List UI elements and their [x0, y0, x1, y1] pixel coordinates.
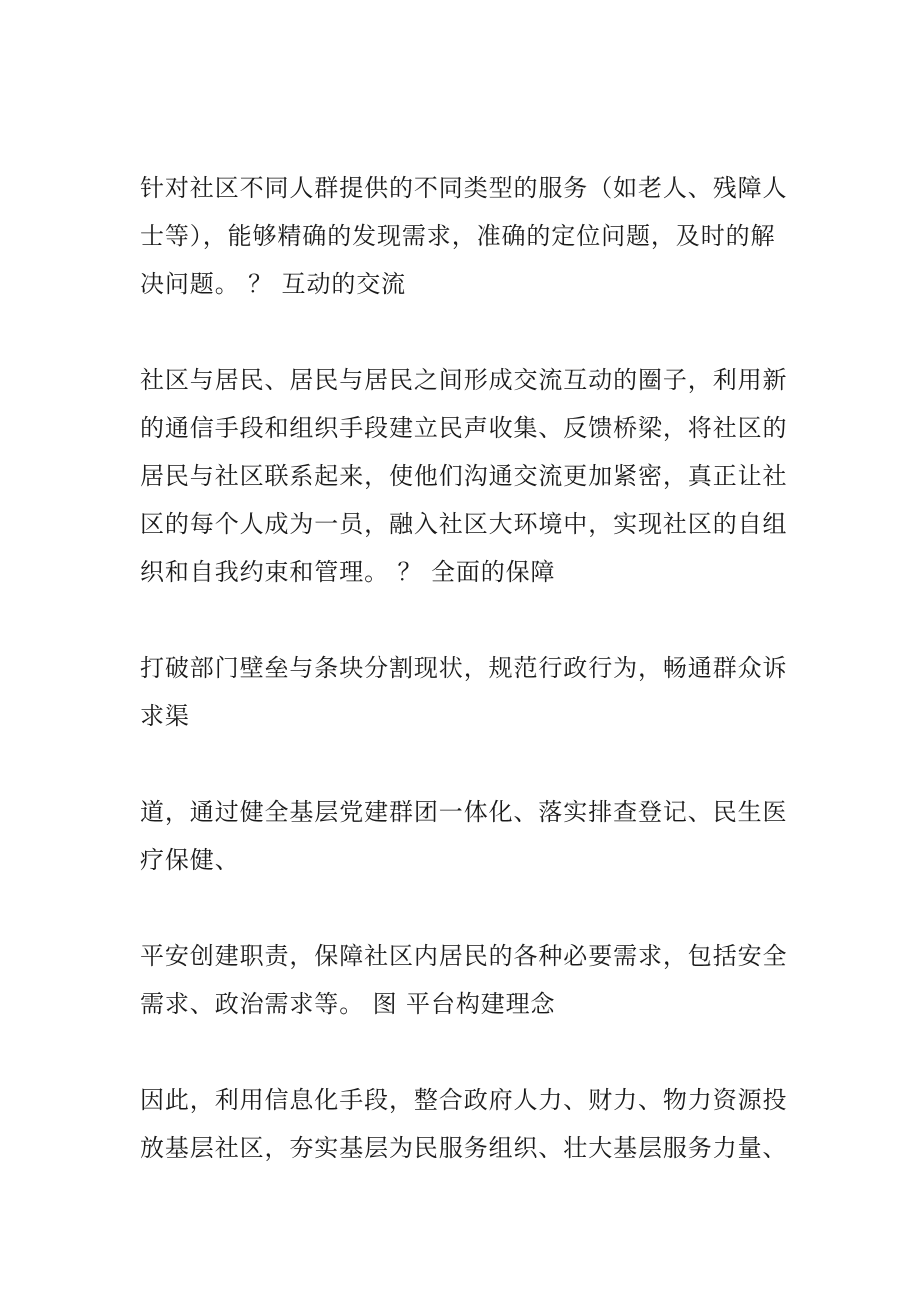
paragraph-barriers: 打破部门壁垒与条块分割现状，规范行政行为，畅通群众诉求渠 [140, 654, 788, 730]
paragraph-therefore: 因此，利用信息化手段，整合政府人力、财力、物力资源投放基层社区，夯实基层为民服务组织、壮大基层服务力量、 [140, 1086, 788, 1162]
paragraph-interaction: 社区与居民、居民与居民之间形成交流互动的圈子，利用新的通信手段和组织手段建立民声收集、反馈桥梁，将社区的居民与社区联系起来，使他们沟通交流更加紧密，真正让社区的每个人成为一员，融入社区大环境中，实现社区的自组织和自我约束和管理。 ？ 全面的保障 [140, 366, 788, 586]
paragraph-party-building: 道，通过健全基层党建群团一体化、落实排查登记、民生医疗保健、 [140, 798, 788, 874]
paragraph-services: 针对社区不同人群提供的不同类型的服务（如老人、残障人士等），能够精确的发现需求，准确的定位问题，及时的解决问题。 ？ 互动的交流 [140, 174, 788, 298]
paragraph-safety: 平安创建职责，保障社区内居民的各种必要需求，包括安全需求、政治需求等。 图 平台构建理念 [140, 942, 788, 1018]
